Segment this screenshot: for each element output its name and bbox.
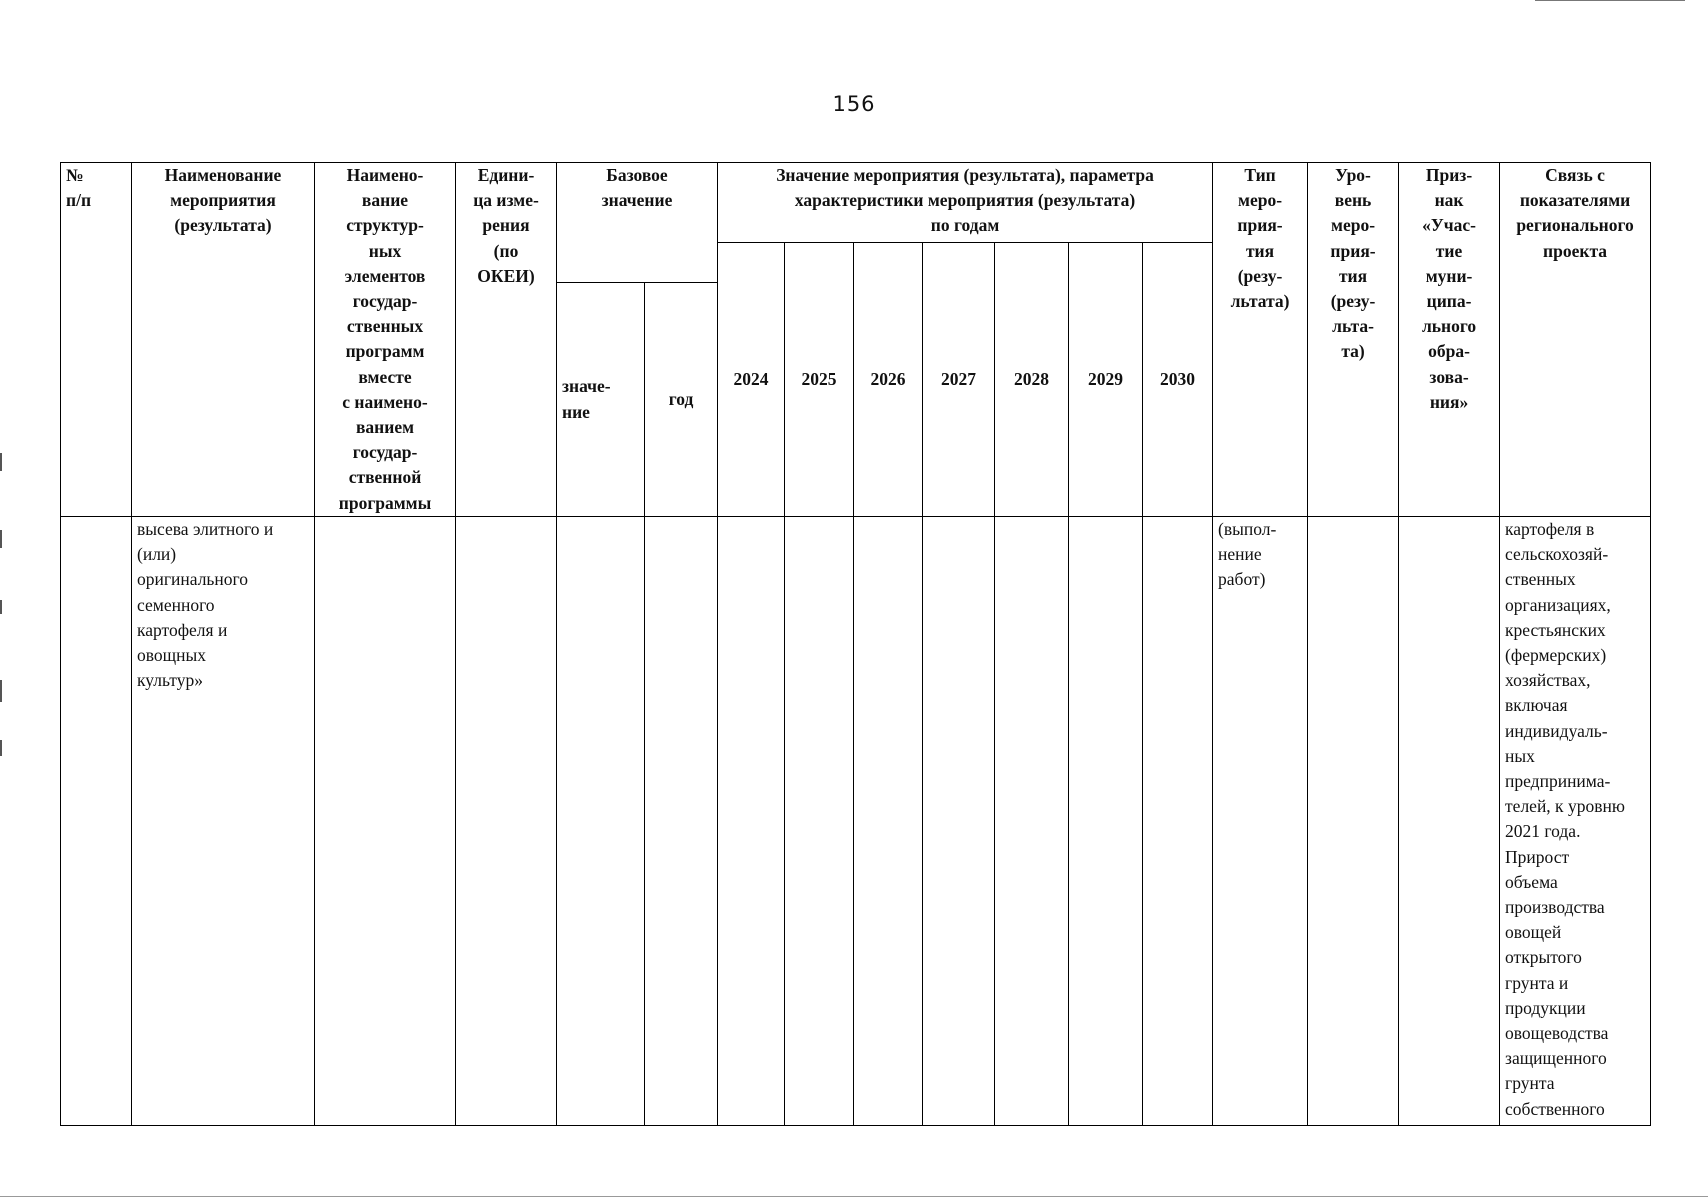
- cell-base-year: [645, 517, 718, 1126]
- header-year-2030: 2030: [1143, 243, 1213, 517]
- header-type: Тип меро- прия- тия (резу- льтата): [1213, 163, 1308, 517]
- cell-unit: [456, 517, 557, 1126]
- scan-artifact-left-3: [0, 600, 2, 614]
- cell-year-2024: [718, 517, 785, 1126]
- page-number: 156: [832, 92, 876, 116]
- cell-year-2028: [995, 517, 1069, 1126]
- header-year-2028: 2028: [995, 243, 1069, 517]
- header-base: Базовое значение: [557, 163, 718, 283]
- header-year-2027: 2027: [923, 243, 995, 517]
- header-year-2026: 2026: [854, 243, 923, 517]
- cell-year-2030: [1143, 517, 1213, 1126]
- header-year-2029: 2029: [1069, 243, 1143, 517]
- cell-year-2027: [923, 517, 995, 1126]
- header-link: Связь с показателями регионального проекта: [1500, 163, 1651, 517]
- header-event-name: Наименование мероприятия (результата): [132, 163, 315, 517]
- cell-year-2026: [854, 517, 923, 1126]
- scan-artifact-left-1: [0, 453, 2, 471]
- cell-num: [61, 517, 132, 1126]
- cell-event-name: высева элитного и (или) оригинального семенного картофеля и овощных культур»: [132, 517, 315, 1126]
- header-municipal: Приз- нак «Учас- тие муни- ципа- льного обра- зова- ния»: [1399, 163, 1500, 517]
- cell-link: картофеля в сельскохозяй- ственных организациях, крестьянских (фермерских) хозяйствах, включая индивидуаль- ных предпринима- телей, к уровню 2021 года. Прирост объема производства овощей открытого грунта и продукции овощеводства защищенного грунта собственного: [1500, 517, 1651, 1126]
- cell-year-2029: [1069, 517, 1143, 1126]
- events-table: [60, 162, 1651, 1126]
- scan-artifact-top-right: [1535, 0, 1685, 1]
- scan-artifact-left-4: [0, 680, 2, 702]
- header-level: Уро- вень меро- прия- тия (резу- льта- та): [1308, 163, 1399, 517]
- header-year-2024: 2024: [718, 243, 785, 517]
- cell-level: [1308, 517, 1399, 1126]
- header-year-2025: 2025: [785, 243, 854, 517]
- header-base-value: значе- ние: [557, 283, 645, 517]
- cell-municipal: [1399, 517, 1500, 1126]
- scan-artifact-left-2: [0, 530, 2, 548]
- cell-base-value: [557, 517, 645, 1126]
- cell-year-2025: [785, 517, 854, 1126]
- scan-artifact-bottom: [0, 1196, 1708, 1197]
- header-num: № п/п: [61, 163, 132, 517]
- header-unit: Едини- ца изме- рения (по ОКЕИ): [456, 163, 557, 517]
- scan-artifact-left-5: [0, 740, 2, 756]
- cell-structural: [315, 517, 456, 1126]
- header-structural-elements: Наимено- вание структур- ных элементов государ- ственных программ вместе с наимено- ванием государ- ственной программы: [315, 163, 456, 517]
- header-base-year: год: [645, 283, 718, 517]
- cell-type: (выпол- нение работ): [1213, 517, 1308, 1126]
- header-values-by-year: Значение мероприятия (результата), параметра характеристики мероприятия (результата) по годам: [718, 163, 1213, 243]
